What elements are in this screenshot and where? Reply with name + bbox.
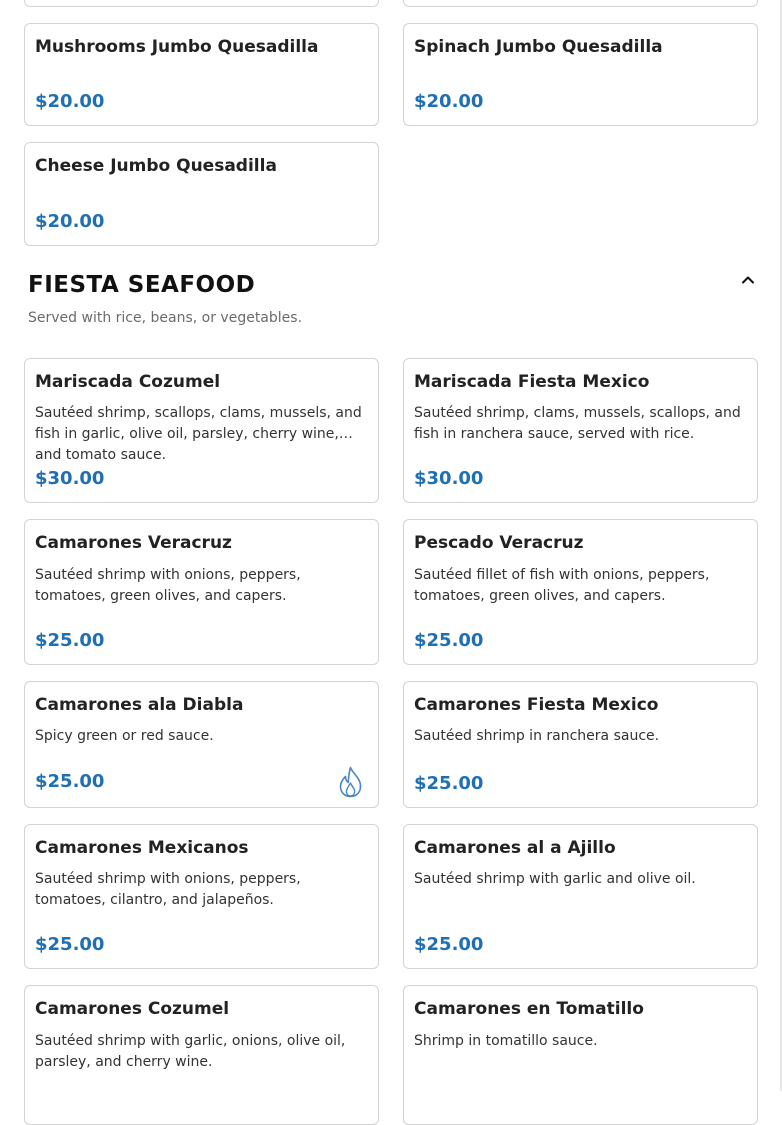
menu-item-name: Camarones Veracruz <box>35 533 232 553</box>
menu-item-description: Sautéed shrimp in ranchera sauce. <box>414 728 660 744</box>
menu-item-card[interactable] <box>24 985 379 1125</box>
menu-item-name: Camarones ala Diabla <box>35 695 244 715</box>
menu-item-description: Sautéed shrimp with onions, peppers, tomatoes, green olives, and capers. <box>35 567 301 604</box>
menu-item-description: Sautéed shrimp, clams, mussels, scallops, and fish in ranchera sauce, served with rice. <box>414 405 741 442</box>
flame-icon <box>338 766 363 798</box>
menu-item-card[interactable] <box>403 23 758 126</box>
menu-item-card[interactable] <box>403 824 758 969</box>
section-subtitle: Served with rice, beans, or vegetables. <box>28 310 303 326</box>
menu-item-price: $20.00 <box>35 211 105 232</box>
menu-item-description: Sautéed shrimp with onions, peppers, tomatoes, cilantro, and jalapeños. <box>35 871 301 908</box>
menu-item-card[interactable] <box>403 681 758 808</box>
menu-item-description: Sautéed fillet of fish with onions, peppers, tomatoes, green olives, and capers. <box>414 567 710 604</box>
menu-item-card-partial[interactable] <box>24 0 379 7</box>
menu-item-price: $25.00 <box>35 771 105 792</box>
menu-item-name: Pescado Veracruz <box>414 533 584 553</box>
menu-item-name: Mariscada Fiesta Mexico <box>414 372 650 392</box>
menu-item-description: Sautéed shrimp with garlic and olive oil. <box>414 871 696 887</box>
menu-item-price: $20.00 <box>35 91 105 112</box>
menu-item-name: Mariscada Cozumel <box>35 372 221 392</box>
menu-item-name: Spinach Jumbo Quesadilla <box>414 37 663 57</box>
menu-item-name: Mushrooms Jumbo Quesadilla <box>35 37 319 57</box>
menu-item-name: Camarones al a Ajillo <box>414 838 616 858</box>
menu-item-price: $25.00 <box>414 934 484 955</box>
menu-item-description: Sautéed shrimp, scallops, clams, mussels, and fish in garlic, olive oil, parsley, cherry wine, and tomato sauce. <box>35 405 362 463</box>
menu-item-price: $25.00 <box>35 630 105 651</box>
menu-item-name: Cheese Jumbo Quesadilla <box>35 156 277 176</box>
menu-item-name: Camarones Fiesta Mexico <box>414 695 659 715</box>
chevron-up-icon[interactable] <box>739 271 757 289</box>
menu-item-card[interactable] <box>24 142 379 246</box>
menu-item-name: Camarones Cozumel <box>35 999 230 1019</box>
menu-item-name: Camarones en Tomatillo <box>414 999 644 1019</box>
menu-item-card[interactable] <box>24 358 379 503</box>
menu-item-card[interactable] <box>24 681 379 808</box>
menu-item-name: Camarones Mexicanos <box>35 838 249 858</box>
menu-item-price: $25.00 <box>414 630 484 651</box>
menu-item-price: $20.00 <box>414 91 484 112</box>
menu-item-price: $30.00 <box>35 468 105 489</box>
menu-item-card[interactable] <box>24 824 379 969</box>
section-title: FIESTA SEAFOOD <box>28 272 256 298</box>
menu-item-card[interactable] <box>403 519 758 665</box>
menu-item-card[interactable] <box>24 23 379 126</box>
menu-item-card-partial[interactable] <box>403 0 758 7</box>
menu-item-card[interactable] <box>403 985 758 1125</box>
menu-item-price: $30.00 <box>414 468 484 489</box>
menu-item-card[interactable] <box>24 519 379 665</box>
menu-item-price: $25.00 <box>414 773 484 794</box>
menu-item-description: Sautéed shrimp with garlic, onions, olive oil, parsley, and cherry wine. <box>35 1033 346 1070</box>
menu-item-price: $25.00 <box>35 934 105 955</box>
menu-item-description: Spicy green or red sauce. <box>35 728 214 744</box>
menu-item-card[interactable] <box>403 358 758 503</box>
menu-item-description: Shrimp in tomatillo sauce. <box>414 1033 598 1049</box>
